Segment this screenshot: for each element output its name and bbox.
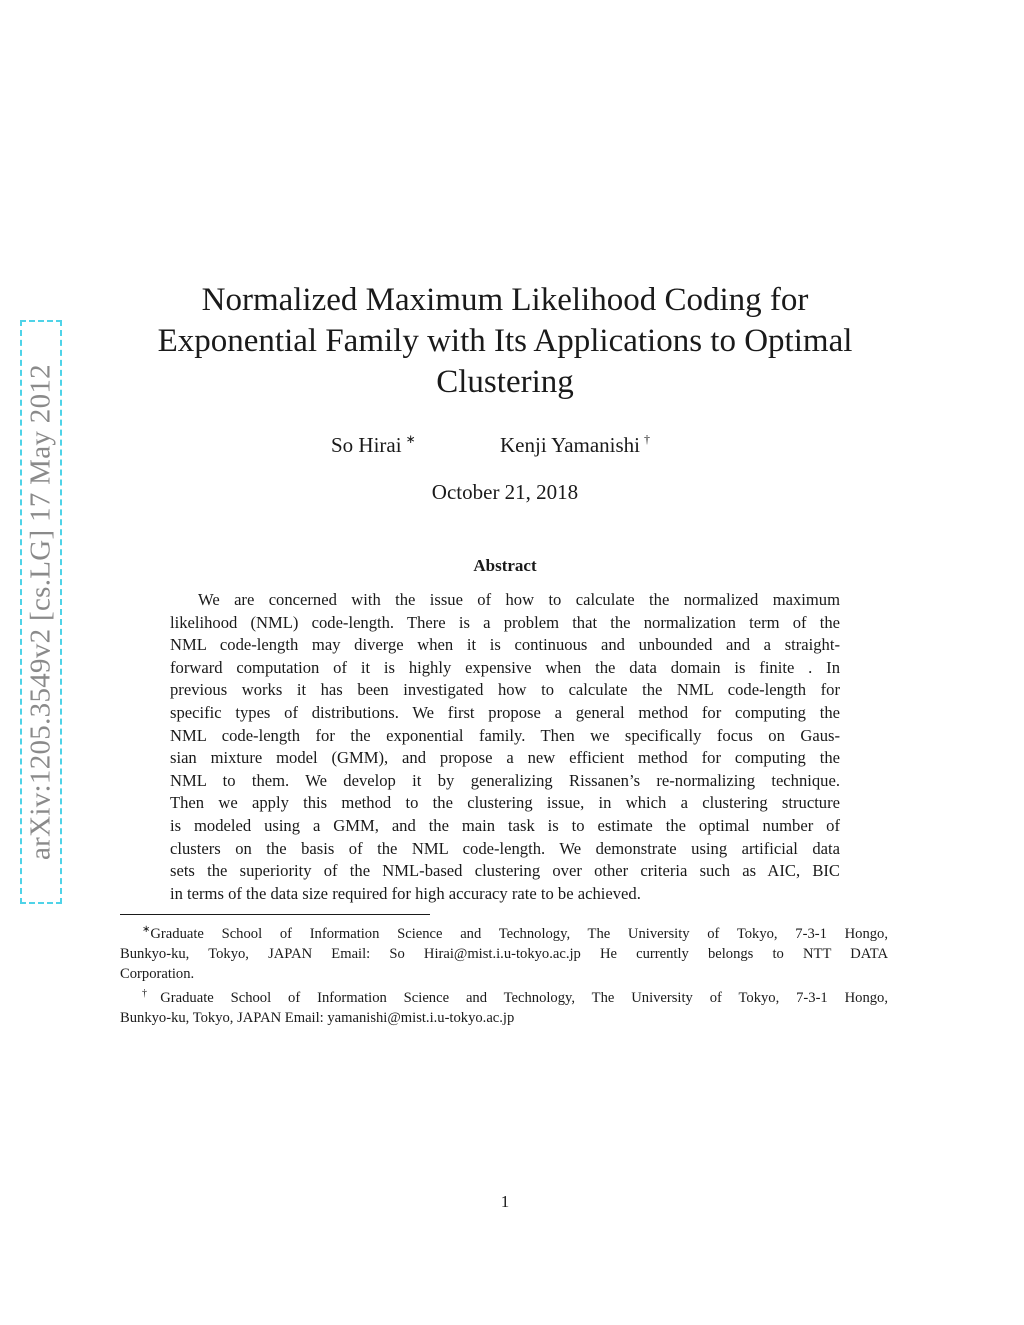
paper-title — [100, 280, 910, 403]
author-yamanishi — [500, 432, 650, 458]
abstract-line: in terms of the data size required for high accuracy rate to be achieved. — [170, 883, 641, 903]
footnote-text: Graduate School of Information Science and Technology, The University of Tokyo, 7-3-1 Hongo, — [150, 926, 888, 942]
author-hirai — [331, 432, 416, 458]
title-line: Normalized Maximum Likelihood Coding for — [201, 282, 809, 318]
title-line: Exponential Family with Its Applications to Optimal — [157, 323, 853, 359]
arxiv-stamp — [20, 320, 62, 904]
abstract-line: clusters on the basis of the NML code-length. We demonstrate using artificial data — [170, 838, 840, 858]
footnote-line: Bunkyo-ku, Tokyo, JAPAN Email: yamanishi@mist.i.u-tokyo.ac.jp — [120, 1010, 515, 1026]
footnote-mark: ∗ — [142, 924, 151, 935]
abstract-body — [170, 589, 840, 905]
footnote-line: Bunkyo-ku, Tokyo, JAPAN Email: So Hirai@mist.i.u-tokyo.ac.jp He currently belongs to NTT DATA — [120, 946, 888, 962]
footnote-line — [120, 920, 888, 944]
abstract-heading: Abstract — [473, 556, 537, 575]
author-footnote-mark: ∗ — [405, 432, 416, 446]
abstract-line: We are concerned with the issue of how to calculate the normalized maximum — [198, 590, 840, 609]
abstract-line: NML code-length may diverge when it is continuous and unbounded and a straight- — [170, 635, 840, 655]
arxiv-identifier: arXiv:1205.3549v2 [cs.LG] 17 May 2012 — [24, 364, 57, 860]
footnote-text: Graduate School of Information Science and Technology, The University of Tokyo, 7-3-1 Hongo, — [160, 990, 888, 1006]
page-number: 1 — [500, 1192, 510, 1211]
abstract-line: specific types of distributions. We first propose a general method for computing the — [170, 702, 840, 722]
abstract-line: is modeled using a GMM, and the main task is to estimate the optimal number of — [170, 815, 840, 835]
abstract-line: sian mixture model (GMM), and propose a new efficient method for computing the — [170, 748, 840, 768]
footnote-mark: † — [142, 988, 161, 999]
footnote-line — [120, 984, 888, 1008]
footnote-divider — [120, 914, 430, 915]
abstract-line: Then we apply this method to the clustering issue, in which a clustering structure — [170, 793, 840, 813]
author-name: Kenji Yamanishi — [500, 433, 641, 457]
paper-date: October 21, 2018 — [431, 480, 579, 504]
title-line: Clustering — [436, 364, 574, 400]
abstract-line: previous works it has been investigated how to calculate the NML code-length for — [170, 680, 840, 700]
abstract-line: likelihood (NML) code-length. There is a problem that the normalization term of the — [170, 612, 840, 632]
footnote-line: Corporation. — [120, 966, 195, 982]
author-footnote-mark: † — [644, 432, 651, 446]
abstract-line: NML to them. We develop it by generalizing Rissanen’s re-normalizing technique. — [170, 770, 840, 790]
abstract-line: forward computation of it is highly expensive when the data domain is finite . In — [170, 657, 840, 677]
footnotes — [120, 920, 888, 1028]
abstract-line: sets the superiority of the NML-based clustering over other criteria such as AIC, BIC — [170, 861, 840, 881]
author-name: So Hirai — [331, 433, 402, 457]
abstract-line: NML code-length for the exponential family. Then we specifically focus on Gaus- — [170, 725, 840, 745]
